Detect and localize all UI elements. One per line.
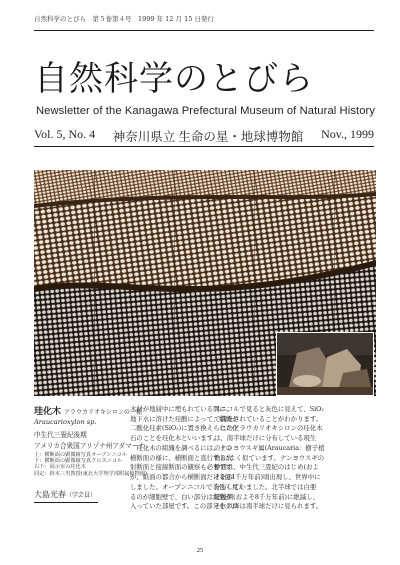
body-line: 地下水に溶けた珪酸によって、組織が [130,414,239,423]
masthead-title-en: Newsletter of the Kanagawa Prefectural Museum of Natural History [36,105,376,117]
body-line: スニコルで見ると灰色に見えて、SiO₂ [214,405,324,413]
volume-label: Vol. 5, No. 4 [34,127,96,141]
fossil-wood-display-image [277,333,373,395]
author-rule [34,502,98,503]
body-line: このアラウカリオキシロンの珪化木 [214,424,323,433]
body-line: 石のことを珪化木といいます。 [130,434,219,443]
body-column-2 [214,405,325,512]
body-line: 横断面の様に、横断面と直行する放 [130,453,233,462]
body-line: そ2億4千万年前)頃出現し、世界中に [214,473,321,482]
locality: アメリカ合衆国アリゾナ州アダマーナ [34,442,145,450]
body-line: 分布していました。北半球では白亜 [214,482,317,491]
masthead-rule [34,146,374,147]
body-line: 仲間は、中生代三畳紀のはじめ(およ [214,463,319,472]
page-number: 25 [196,547,204,554]
body-line: のナンヨウスギ属(Araucaria：樹子植 [214,443,325,452]
header-rule [34,30,374,31]
body-line: が、紙面の都合から横断面だけを示 [130,473,233,482]
geologic-era: 中生代三畳紀後期 [34,431,87,439]
body-line: 二酸化珪素(SiO₂)に置き換えられた化 [130,424,239,433]
museum-name: 神奈川県立 生命の星・地球博物館 [112,130,304,144]
specimen-subtitle: アラウカリオキシロンの一種 [64,409,142,416]
inset-photo [276,332,374,396]
caption-note: 上：横断面の顕微鏡写真オープンニコル [34,452,127,458]
body-line: 射断面と接線断面の観察も必要です [130,463,233,472]
body-line: るのが細胞壁で、白い部分は細胞が [130,492,233,501]
body-line: で満たされていることがわかります。 [214,414,323,423]
issue-date: Nov., 1999 [321,127,374,141]
author-byline [34,489,96,500]
caption-note: 下：横断面の顕微鏡写真クロスニコル [34,458,123,465]
body-column-1 [130,405,245,512]
issue-info-row [34,127,374,145]
body-line: 紀後期(およそ8千万年前)に絶滅し、 [214,492,319,501]
running-head: 自然科学のとびら 第５巻第４号 1999 年 12 月 15 日発行 [34,15,214,23]
body-line: 珪化木の組織を調べるには、上の [130,443,233,452]
body-line: 入っていた部屋です。この部分をクロ [130,502,239,511]
specimen-name: 珪化木 [34,407,62,417]
author-role: （学芸員） [66,492,97,499]
body-line: 物)によく似ています。ナンヨウスギの [214,453,325,462]
body-line: それ以降は南半球だけに見られます。 [214,502,323,511]
caption-note: 同定：鈴木三男教授(東北大学理学部附属植物園) [34,470,147,477]
body-line: しました。オープンニコルで茶色く見え [130,482,245,491]
body-line: は、南半球だけに分布している現生 [214,434,317,443]
body-line: 木材が地層中に埋もれている間に、 [130,405,233,413]
masthead-title-ja: 自然科学のとびら [34,59,314,99]
author-name: 大島光春 [34,490,66,499]
scientific-name: Araucarioxylon sp. [34,418,97,426]
caption-note: 右下：展示室の珪化木 [34,464,86,471]
